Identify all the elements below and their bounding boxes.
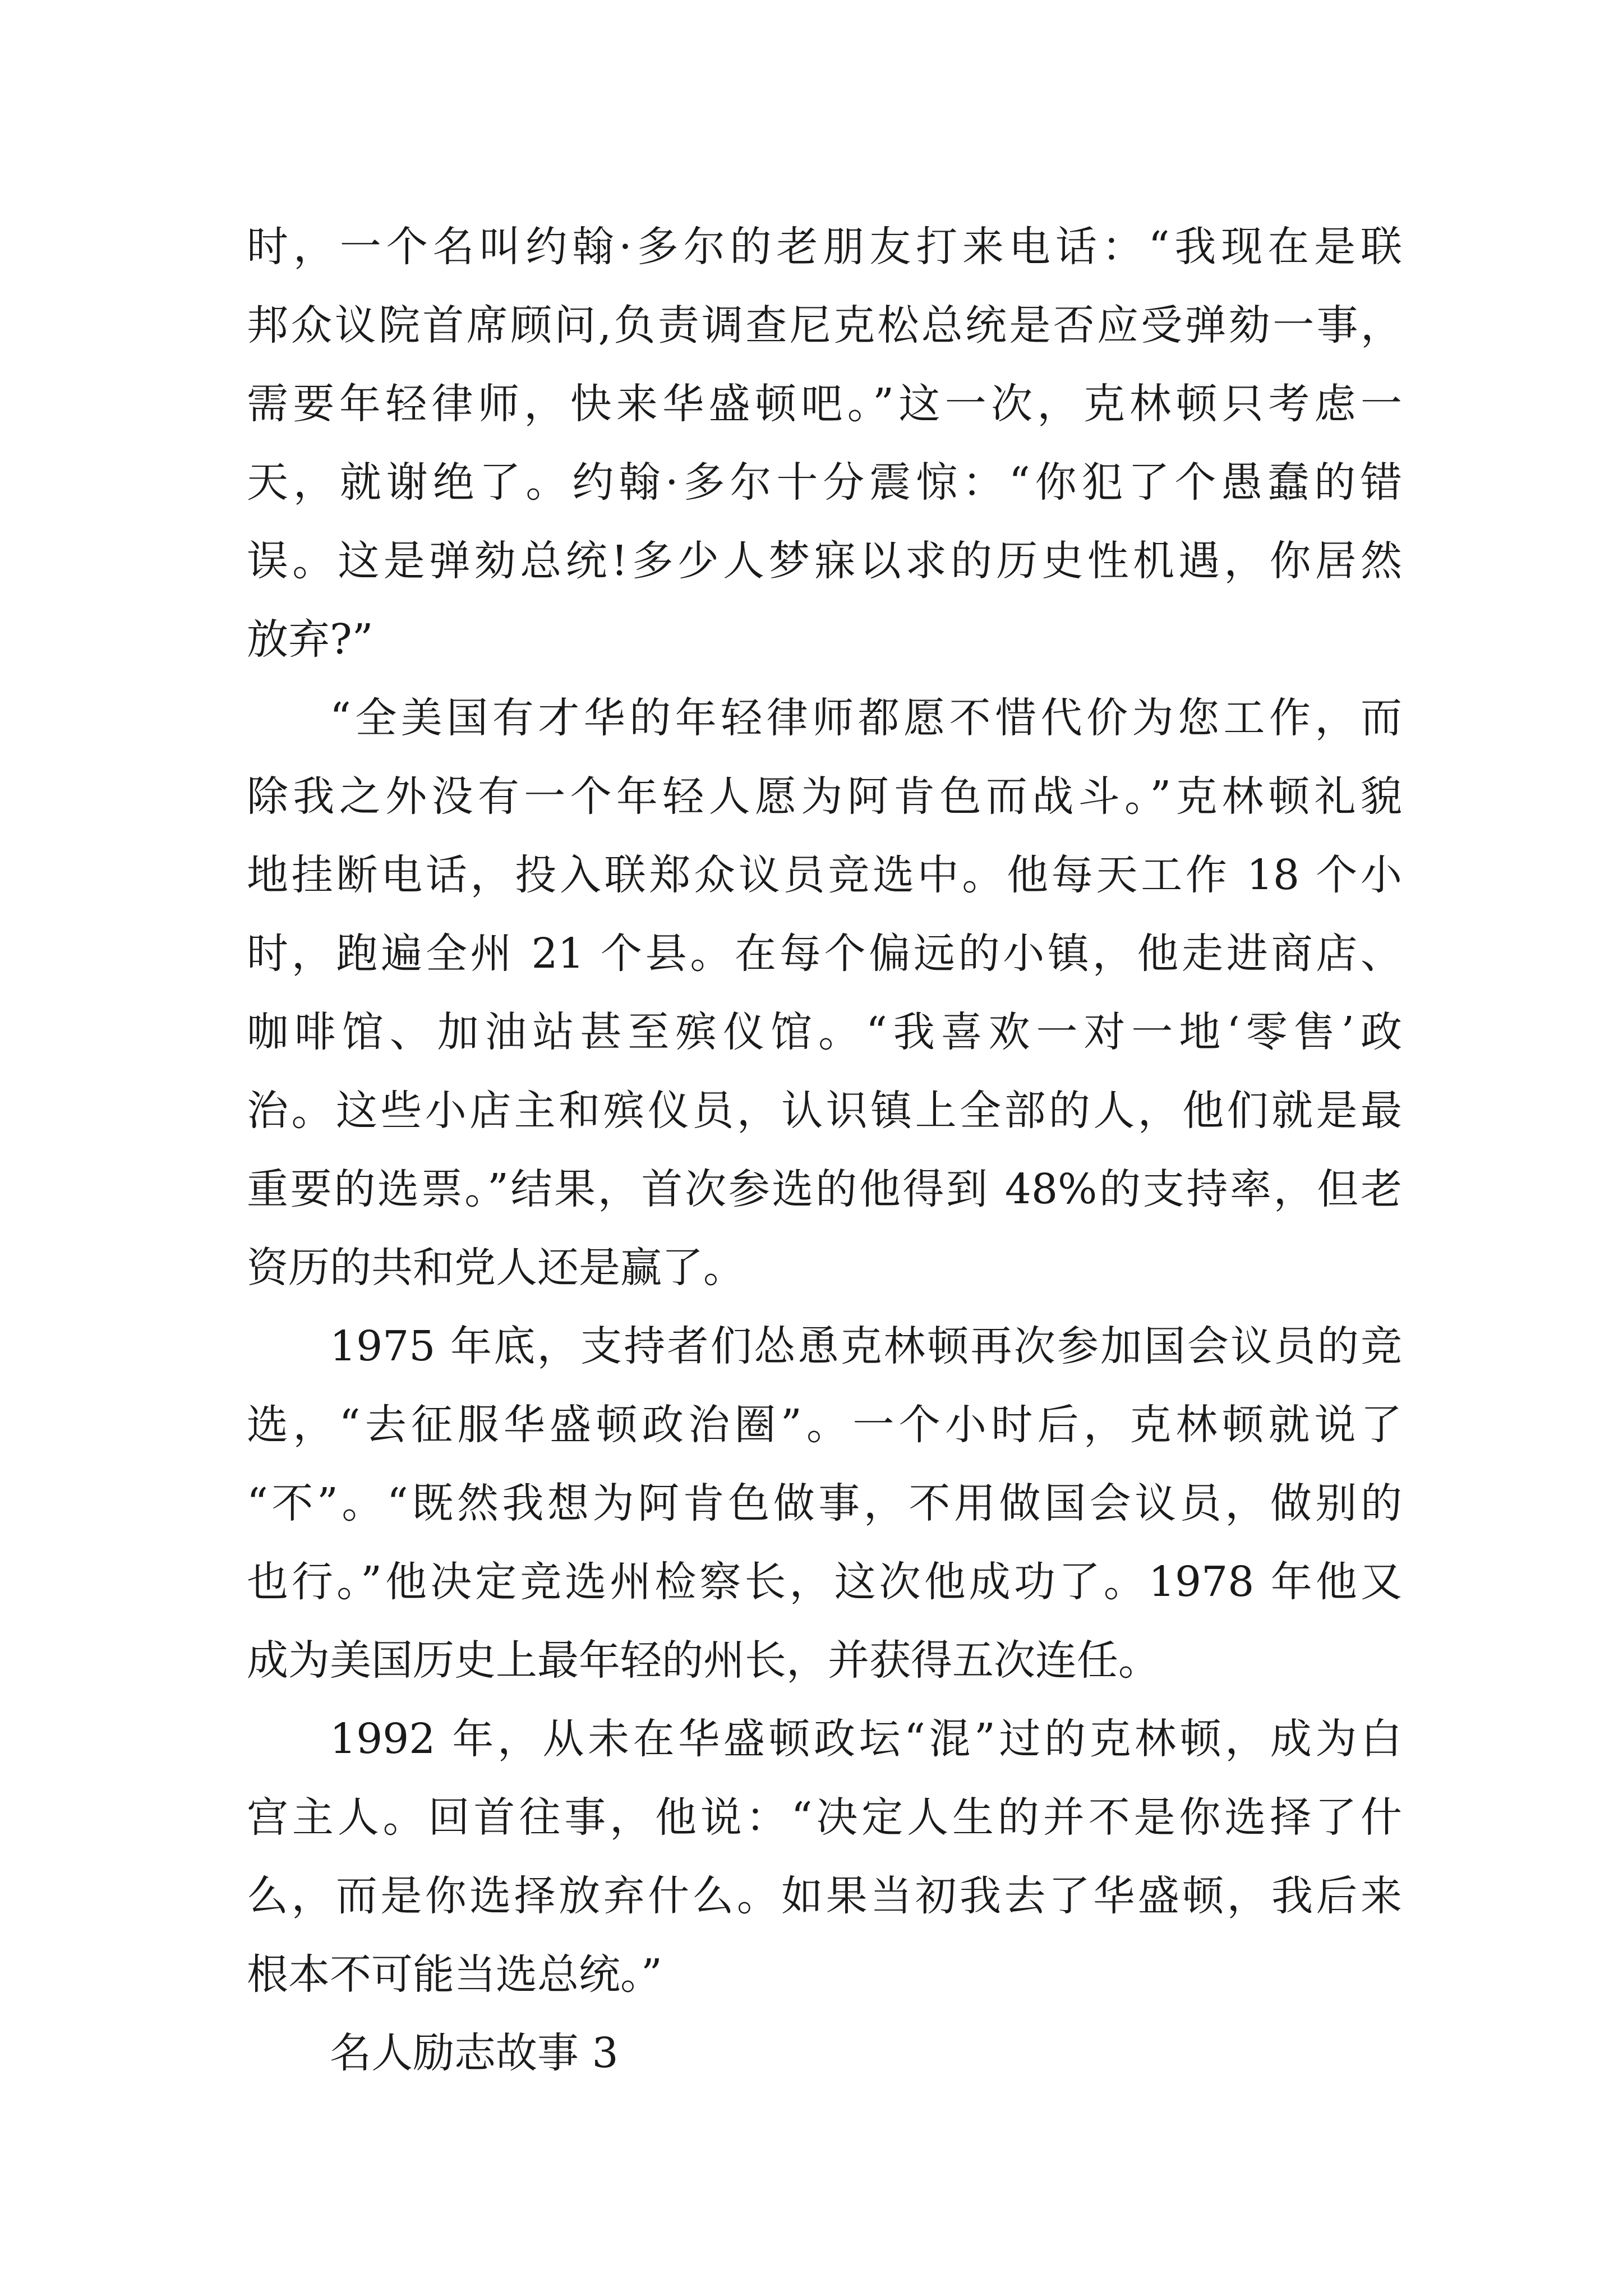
text-line: 宫主人。回首往事，他说：“决定人生的并不是你选择了什 [247, 1793, 1402, 1842]
body-text [247, 208, 1402, 2092]
text-line: “全美国有才华的年轻律师都愿不惜代价为您工作，而 [330, 694, 1402, 742]
text-line: 邦众议院首席顾问,负责调查尼克松总统是否应受弹劾一事， [247, 301, 1402, 349]
text-line: 时，一个名叫约翰·多尔的老朋友打来电话：“我现在是联 [247, 223, 1402, 271]
text-line: 成为美国历史上最年轻的州长，并获得五次连任。 [247, 1636, 1160, 1685]
text-line: 需要年轻律师，快来华盛顿吧。”这一次，克林顿只考虑一 [247, 380, 1402, 428]
text-line: 么，而是你选择放弃什么。如果当初我去了华盛顿，我后来 [247, 1872, 1402, 1920]
text-line: 选，“去征服华盛顿政治圈”。一个小时后，克林顿就说了 [247, 1401, 1402, 1449]
text-line: 1992 年，从未在华盛顿政坛“混”过的克林顿，成为白 [330, 1715, 1402, 1763]
text-line: 误。这是弹劾总统!多少人梦寐以求的历史性机遇，你居然 [247, 537, 1402, 585]
text-line: “不”。“既然我想为阿肯色做事，不用做国会议员，做别的 [247, 1479, 1402, 1527]
text-line: 放弃?” [247, 615, 374, 664]
text-line: 治。这些小店主和殡仪员，认识镇上全部的人，他们就是最 [247, 1087, 1402, 1135]
text-line: 也行。”他决定竞选州检察长，这次他成功了。1978 年他又 [247, 1558, 1402, 1606]
text-line: 根本不可能当选总统。” [247, 1950, 662, 1999]
text-line: 1975 年底，支持者们怂恿克林顿再次参加国会议员的竞 [330, 1322, 1402, 1370]
text-line: 时，跑遍全州 21 个县。在每个偏远的小镇，他走进商店、 [247, 930, 1402, 978]
text-line: 资历的共和党人还是赢了。 [247, 1244, 745, 1292]
text-line: 重要的选票。”结果，首次参选的他得到 48%的支持率，但老 [247, 1165, 1402, 1213]
text-line: 天，就谢绝了。约翰·多尔十分震惊：“你犯了个愚蠢的错 [247, 458, 1402, 507]
text-line: 咖啡馆、加油站甚至殡仪馆。“我喜欢一对一地‘零售’政 [247, 1008, 1402, 1056]
section-heading: 名人励志故事 3 [330, 2029, 619, 2077]
text-line: 地挂断电话，投入联郑众议员竞选中。他每天工作 18 个小 [247, 851, 1402, 899]
text-line: 除我之外没有一个年轻人愿为阿肯色而战斗。”克林顿礼貌 [247, 772, 1402, 821]
